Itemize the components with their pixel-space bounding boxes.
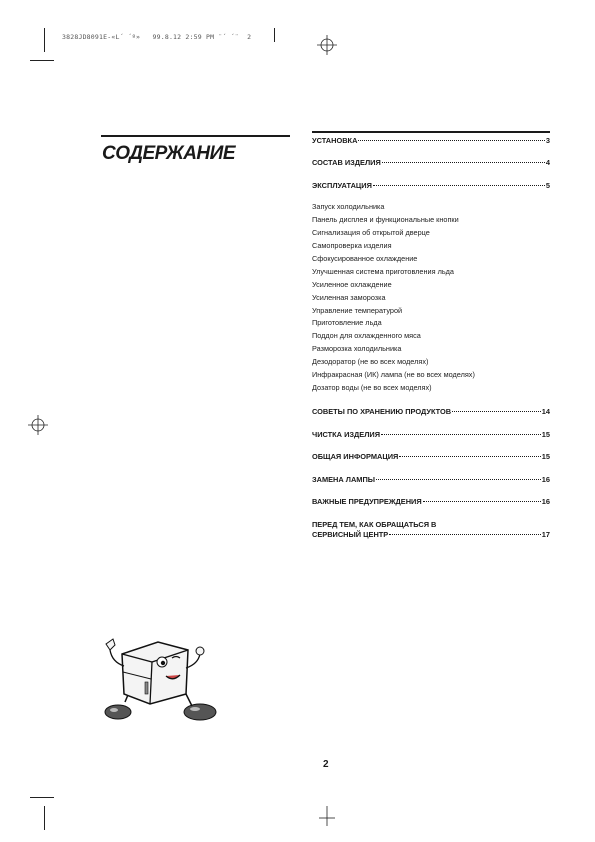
toc-entry-page: 15 bbox=[541, 429, 550, 439]
toc-entry-title-line1: ПЕРЕД ТЕМ, КАК ОБРАЩАТЬСЯ В bbox=[312, 519, 437, 529]
toc-entry-line2 bbox=[312, 530, 550, 540]
toc-entry[interactable] bbox=[312, 181, 550, 191]
toc-entry[interactable] bbox=[312, 475, 550, 485]
toc-entry-page: 5 bbox=[545, 180, 550, 190]
toc-subitem[interactable]: Управление температурой bbox=[312, 305, 403, 315]
crop-mark bbox=[30, 60, 54, 61]
toc-entry-page: 14 bbox=[541, 407, 550, 417]
dot-leader bbox=[381, 434, 541, 435]
toc-entry[interactable] bbox=[312, 520, 550, 540]
toc-entry[interactable] bbox=[312, 497, 550, 507]
page-number: 2 bbox=[323, 759, 329, 770]
toc-subitem[interactable]: Приготовление льда bbox=[312, 318, 382, 328]
toc-entry-page: 3 bbox=[545, 135, 550, 145]
toc-entry-title: СОВЕТЫ ПО ХРАНЕНИЮ ПРОДУКТОВ bbox=[312, 407, 452, 417]
toc-subitem[interactable]: Панель дисплея и функциональные кнопки bbox=[312, 214, 459, 224]
toc-entry-title: СОСТАВ ИЗДЕЛИЯ bbox=[312, 158, 381, 167]
toc-entry-title: ЧИСТКА ИЗДЕЛИЯ bbox=[312, 429, 381, 439]
toc-entry-page: 17 bbox=[541, 529, 550, 539]
toc-entry-page: 15 bbox=[541, 452, 550, 462]
toc-entry-title: ЗАМЕНА ЛАМПЫ bbox=[312, 474, 376, 484]
toc-subitem[interactable]: Усиленное охлаждение bbox=[312, 279, 392, 289]
toc-entry-title-line2: СЕРВИСНЫЙ ЦЕНТР bbox=[312, 529, 389, 539]
page-title: СОДЕРЖАНИЕ bbox=[102, 143, 235, 164]
toc-entry[interactable] bbox=[312, 407, 550, 417]
toc-subitems-list bbox=[312, 201, 550, 395]
toc-entry-title: ЭКСПЛУАТАЦИЯ bbox=[312, 180, 372, 190]
toc-entry-title: УСТАНОВКА bbox=[312, 135, 358, 145]
dot-leader bbox=[373, 185, 545, 186]
dot-leader bbox=[399, 456, 540, 457]
toc-subitem[interactable]: Самопроверка изделия bbox=[312, 240, 392, 250]
dot-leader bbox=[423, 501, 541, 502]
print-slug: 3828JD8091E-«L´ ´º» 99.8.12 2:59 PM ¨´ ´¨ 2 bbox=[62, 33, 252, 41]
dot-leader bbox=[376, 479, 541, 480]
toc-subitem[interactable]: Инфракрасная (ИК) лампа (не во всех моделях) bbox=[312, 370, 475, 380]
toc-subitem[interactable]: Улучшенная система приготовления льда bbox=[312, 266, 454, 276]
refrigerator-mascot-icon bbox=[100, 632, 220, 722]
toc-entry-title: ВАЖНЫЕ ПРЕДУПРЕЖДЕНИЯ bbox=[312, 497, 422, 507]
toc-entry[interactable] bbox=[312, 452, 550, 462]
toc-entry-page: 16 bbox=[541, 497, 550, 507]
dot-leader bbox=[358, 140, 544, 141]
toc-entry-page: 16 bbox=[541, 474, 550, 484]
toc-subitem[interactable]: Усиленная заморозка bbox=[312, 292, 386, 302]
crop-mark bbox=[30, 797, 54, 798]
crop-mark bbox=[44, 806, 45, 830]
toc-entry[interactable] bbox=[312, 158, 550, 168]
registration-mark-icon bbox=[28, 415, 48, 435]
toc-rule bbox=[312, 131, 550, 133]
table-of-contents bbox=[312, 131, 550, 552]
dot-leader bbox=[382, 162, 545, 163]
toc-entry[interactable] bbox=[312, 136, 550, 146]
registration-mark-icon bbox=[317, 35, 337, 55]
toc-subitem[interactable]: Поддон для охлажденного мяса bbox=[312, 331, 421, 341]
toc-subitem[interactable]: Сигнализация об открытой дверце bbox=[312, 227, 430, 237]
registration-mark-icon bbox=[317, 806, 337, 826]
toc-subitem[interactable]: Запуск холодильника bbox=[312, 202, 385, 211]
toc-entry[interactable] bbox=[312, 430, 550, 440]
crop-mark bbox=[274, 28, 275, 42]
crop-mark bbox=[44, 28, 45, 52]
toc-entry-page: 4 bbox=[545, 158, 550, 167]
dot-leader bbox=[452, 411, 541, 412]
toc-subitem[interactable]: Сфокусированное охлаждение bbox=[312, 253, 418, 263]
toc-subitem[interactable]: Разморозка холодильника bbox=[312, 344, 402, 354]
dot-leader bbox=[389, 534, 541, 535]
toc-subitem[interactable]: Дезодоратор (не во всех моделях) bbox=[312, 357, 429, 367]
toc-entry-title: ОБЩАЯ ИНФОРМАЦИЯ bbox=[312, 452, 399, 462]
heading-rule bbox=[101, 135, 290, 137]
toc-subitem[interactable]: Дозатор воды (не во всех моделях) bbox=[312, 383, 432, 393]
